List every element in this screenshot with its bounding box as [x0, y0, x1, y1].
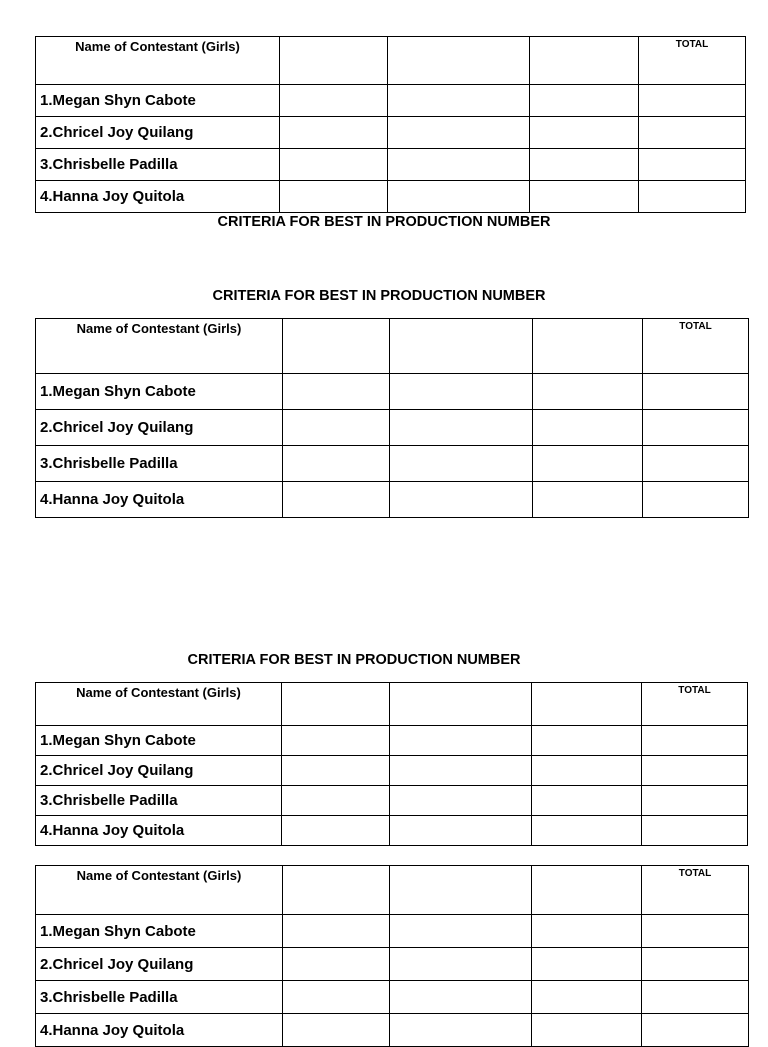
- contestant-name: 3.Chrisbelle Padilla: [36, 981, 283, 1014]
- score-cell: [280, 85, 388, 117]
- name-column-header: Name of Contestant (Girls): [36, 683, 282, 726]
- table-row: [36, 482, 749, 518]
- score-cell: [390, 726, 532, 756]
- contestant-name: 1.Megan Shyn Cabote: [36, 85, 280, 117]
- contestant-name: 1.Megan Shyn Cabote: [36, 915, 283, 948]
- score-cell: [532, 756, 642, 786]
- score-cell: [282, 816, 390, 846]
- score-cell: [282, 726, 390, 756]
- total-cell: [642, 948, 749, 981]
- total-cell: [639, 117, 746, 149]
- table-row: [36, 816, 748, 846]
- criteria-cell: [532, 683, 642, 726]
- contestant-name: 1.Megan Shyn Cabote: [36, 726, 282, 756]
- table-row: [36, 149, 746, 181]
- total-cell: [643, 482, 749, 518]
- total-cell: [642, 1014, 749, 1047]
- contestant-name: 3.Chrisbelle Padilla: [36, 149, 280, 181]
- table-row: [36, 374, 749, 410]
- score-cell: [282, 786, 390, 816]
- contestant-name: 3.Chrisbelle Padilla: [36, 786, 282, 816]
- total-cell: [642, 726, 748, 756]
- score-cell: [533, 374, 643, 410]
- total-cell: [639, 149, 746, 181]
- score-cell: [390, 446, 533, 482]
- name-column-header: Name of Contestant (Girls): [36, 866, 283, 915]
- table-row: [36, 948, 749, 981]
- total-cell: [642, 816, 748, 846]
- section-heading: CRITERIA FOR BEST IN PRODUCTION NUMBER: [212, 288, 546, 304]
- name-column-header: Name of Contestant (Girls): [36, 37, 280, 85]
- table-row: [36, 981, 749, 1014]
- section-heading: CRITERIA FOR BEST IN PRODUCTION NUMBER: [187, 652, 521, 668]
- score-cell: [388, 181, 530, 213]
- total-cell: [639, 181, 746, 213]
- total-cell: [643, 374, 749, 410]
- total-cell: [639, 85, 746, 117]
- score-table-1: [35, 36, 746, 213]
- score-cell: [532, 948, 642, 981]
- score-cell: [530, 117, 639, 149]
- name-column-header: Name of Contestant (Girls): [36, 319, 283, 374]
- total-column-header: TOTAL: [643, 319, 749, 374]
- score-cell: [390, 410, 533, 446]
- total-cell: [642, 981, 749, 1014]
- contestant-name: 3.Chrisbelle Padilla: [36, 446, 283, 482]
- contestant-name: 4.Hanna Joy Quitola: [36, 482, 283, 518]
- score-cell: [282, 756, 390, 786]
- table-row: [36, 446, 749, 482]
- contestant-name: 4.Hanna Joy Quitola: [36, 1014, 283, 1047]
- score-cell: [283, 981, 390, 1014]
- table-row: [36, 410, 749, 446]
- contestant-name: 2.Chricel Joy Quilang: [36, 117, 280, 149]
- total-cell: [642, 756, 748, 786]
- criteria-cell: [280, 37, 388, 85]
- score-cell: [283, 1014, 390, 1047]
- score-cell: [388, 149, 530, 181]
- score-cell: [388, 117, 530, 149]
- table-row: [36, 756, 748, 786]
- score-cell: [533, 446, 643, 482]
- score-cell: [530, 181, 639, 213]
- score-cell: [390, 1014, 532, 1047]
- score-cell: [532, 816, 642, 846]
- criteria-cell: [390, 866, 532, 915]
- criteria-cell: [390, 319, 533, 374]
- score-cell: [388, 85, 530, 117]
- score-table-4: [35, 865, 749, 1047]
- total-column-header: TOTAL: [642, 683, 748, 726]
- criteria-cell: [283, 319, 390, 374]
- criteria-cell: [530, 37, 639, 85]
- score-cell: [390, 816, 532, 846]
- score-cell: [283, 374, 390, 410]
- score-cell: [530, 85, 639, 117]
- section-heading: CRITERIA FOR BEST IN PRODUCTION NUMBER: [217, 214, 551, 230]
- score-cell: [533, 410, 643, 446]
- criteria-cell: [533, 319, 643, 374]
- score-cell: [532, 915, 642, 948]
- score-cell: [390, 786, 532, 816]
- score-cell: [280, 181, 388, 213]
- score-cell: [390, 756, 532, 786]
- score-cell: [390, 374, 533, 410]
- criteria-cell: [282, 683, 390, 726]
- total-cell: [643, 446, 749, 482]
- table-row: [36, 1014, 749, 1047]
- contestant-name: 4.Hanna Joy Quitola: [36, 181, 280, 213]
- table-row: [36, 85, 746, 117]
- total-cell: [642, 786, 748, 816]
- contestant-name: 2.Chricel Joy Quilang: [36, 948, 283, 981]
- contestant-name: 1.Megan Shyn Cabote: [36, 374, 283, 410]
- contestant-name: 2.Chricel Joy Quilang: [36, 410, 283, 446]
- score-cell: [390, 915, 532, 948]
- score-cell: [532, 786, 642, 816]
- score-cell: [280, 149, 388, 181]
- table-row: [36, 915, 749, 948]
- table-row: [36, 117, 746, 149]
- criteria-cell: [283, 866, 390, 915]
- score-cell: [390, 482, 533, 518]
- table-row: [36, 181, 746, 213]
- score-cell: [283, 446, 390, 482]
- score-table-2: [35, 318, 749, 518]
- score-cell: [283, 482, 390, 518]
- score-cell: [390, 948, 532, 981]
- score-cell: [283, 410, 390, 446]
- score-cell: [280, 117, 388, 149]
- table-row: [36, 786, 748, 816]
- table-row: [36, 726, 748, 756]
- score-cell: [533, 482, 643, 518]
- score-cell: [532, 726, 642, 756]
- score-cell: [283, 915, 390, 948]
- criteria-cell: [388, 37, 530, 85]
- score-cell: [530, 149, 639, 181]
- contestant-name: 2.Chricel Joy Quilang: [36, 756, 282, 786]
- score-cell: [283, 948, 390, 981]
- criteria-cell: [390, 683, 532, 726]
- contestant-name: 4.Hanna Joy Quitola: [36, 816, 282, 846]
- criteria-cell: [532, 866, 642, 915]
- score-cell: [532, 1014, 642, 1047]
- total-cell: [643, 410, 749, 446]
- score-table-3: [35, 682, 748, 846]
- score-cell: [532, 981, 642, 1014]
- total-cell: [642, 915, 749, 948]
- score-cell: [390, 981, 532, 1014]
- total-column-header: TOTAL: [639, 37, 746, 85]
- total-column-header: TOTAL: [642, 866, 749, 915]
